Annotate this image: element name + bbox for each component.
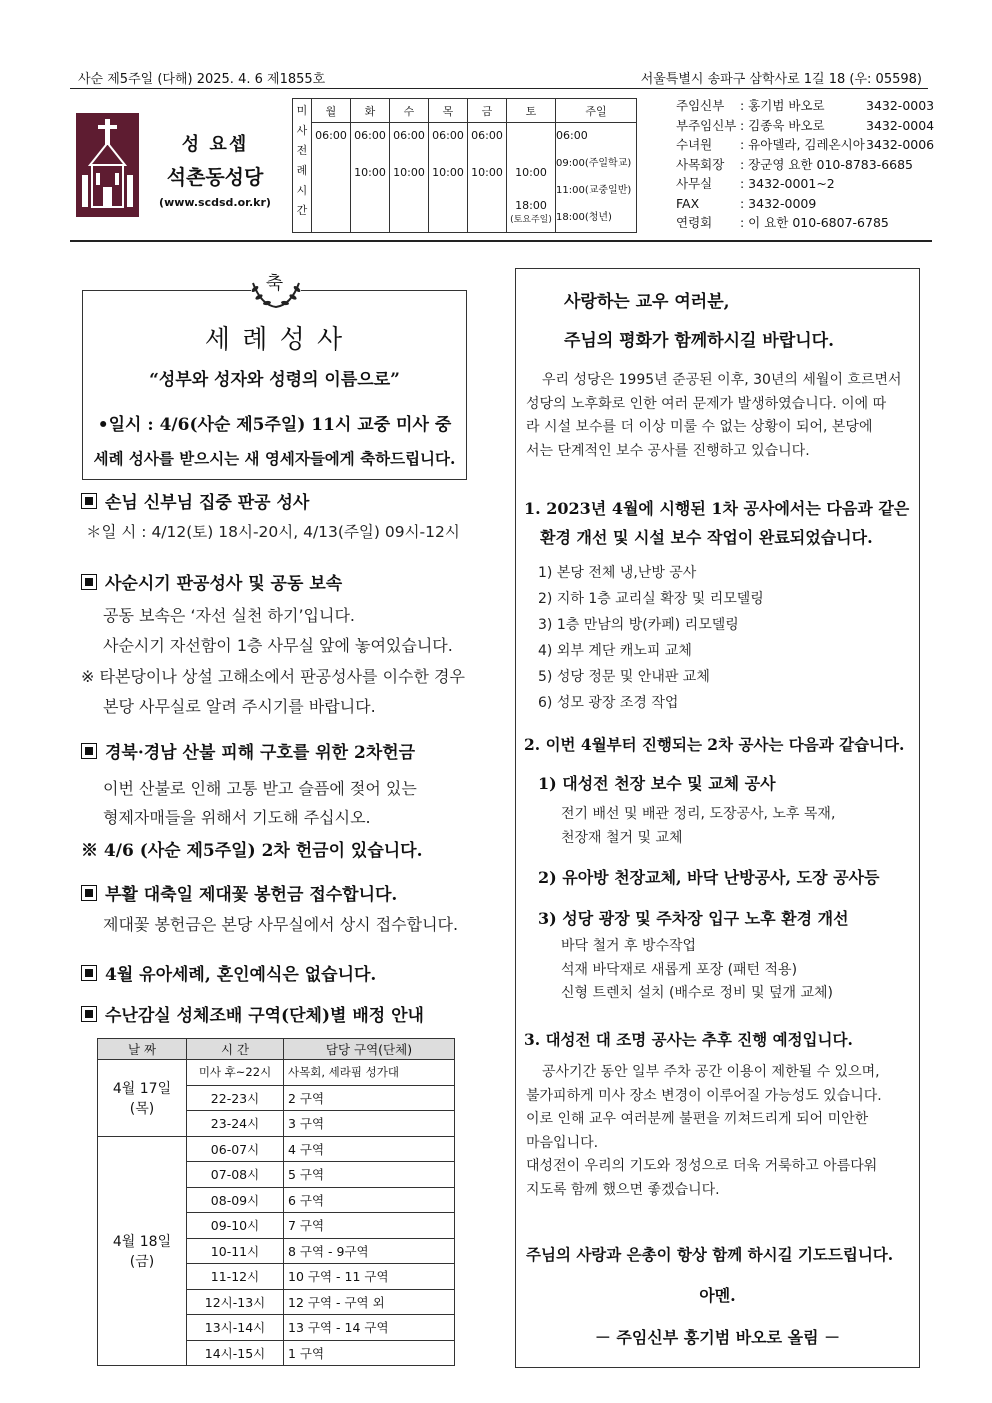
group-cell: 2 구역 bbox=[284, 1085, 455, 1111]
bullet-square-icon bbox=[81, 965, 97, 981]
contact-row: 부주임신부 : 김종욱 바오로 3432-0004 bbox=[676, 117, 935, 133]
letter-closing: 공사기간 동안 일부 주차 공간 이용이 제한될 수 있으며, 불가피하게 미사 장소 변경이 이루어질 가능성도 있습니다. 이로 인해 교우 여러분께 불편을 끼쳐드리게 되어 미안한 마음입니다. 대성전이 우리의 기도와 정성으로 더욱 거룩하고 아름다워 지도록 함께 했으면 좋겠습니다. bbox=[526, 1064, 882, 1198]
col-header-date: 날 짜 bbox=[98, 1039, 187, 1060]
group-cell: 1 구역 bbox=[284, 1340, 455, 1366]
notice-2-line2: 사순시기 자선함이 1층 사무실 앞에 놓여있습니다. bbox=[103, 636, 453, 655]
issue-info: 사순 제5주일 (다해) 2025. 4. 6 제1855호 bbox=[78, 72, 326, 87]
notice-2-line4: 본당 사무실로 알려 주시기를 바랍니다. bbox=[103, 697, 376, 716]
notice-2-title: 사순시기 판공성사 및 공동 보속 bbox=[81, 569, 342, 594]
baptism-celebration-box bbox=[82, 273, 467, 480]
bullet-square-icon bbox=[81, 743, 97, 759]
mass-wed: 06:00 10:00 bbox=[390, 123, 429, 233]
section-2-item-1: 1) 대성전 천장 보수 및 교체 공사 bbox=[538, 774, 776, 793]
list-item: 1) 본당 전체 냉,난방 공사 bbox=[538, 565, 697, 581]
contact-row: 수녀원 : 유아델라, 김레온시아 3432-0006 bbox=[676, 137, 935, 152]
group-cell: 5 구역 bbox=[284, 1162, 455, 1188]
mass-sun: 06:00 09:00(주일학교) 11:00(교중일반) 18:00(청년) bbox=[556, 123, 637, 233]
celebration-quote: “성부와 성자와 성령의 이름으로” bbox=[149, 370, 400, 390]
time-cell: 06-07시 bbox=[187, 1136, 284, 1162]
mass-side-char: 사 bbox=[296, 124, 308, 137]
group-cell: 12 구역 - 구역 외 bbox=[284, 1289, 455, 1315]
date-cell: 4월 18일 (금) bbox=[98, 1136, 187, 1366]
time-cell: 13시-14시 bbox=[187, 1315, 284, 1341]
day-sun: 주일 bbox=[556, 99, 637, 123]
mass-side-char: 례 bbox=[296, 164, 308, 177]
notice-2-line3: ※ 타본당이나 상설 고해소에서 판공성사를 이수한 경우 bbox=[81, 667, 465, 686]
mass-thu: 06:00 10:00 bbox=[429, 123, 468, 233]
day-wed: 수 bbox=[390, 99, 429, 123]
notice-5-title: 4월 유아세례, 혼인예식은 없습니다. bbox=[81, 960, 376, 985]
time-cell: 미사 후~22시 bbox=[187, 1060, 284, 1086]
section-2-item-3: 3) 성당 광장 및 주차장 입구 노후 환경 개선 bbox=[538, 909, 849, 928]
day-tue: 화 bbox=[351, 99, 390, 123]
notice-3-line1: 이번 산불로 인해 고통 받고 슬픔에 젖어 있는 bbox=[103, 779, 417, 798]
letter-prayer: 주님의 사랑과 은총이 항상 함께 하시길 기도드립니다. bbox=[526, 1245, 894, 1264]
group-cell: 사목회, 세라핌 성가대 bbox=[284, 1060, 455, 1086]
col-header-group: 담당 구역(단체) bbox=[284, 1039, 455, 1060]
list-item: 2) 지하 1층 교리실 확장 및 리모델링 bbox=[538, 591, 764, 607]
notice-4-title: 부활 대축일 제대꽃 봉헌금 접수합니다. bbox=[81, 880, 397, 905]
notice-3-title: 경북·경남 산불 피해 구호를 위한 2차헌금 bbox=[81, 738, 415, 763]
day-thu: 목 bbox=[429, 99, 468, 123]
time-cell: 11-12시 bbox=[187, 1264, 284, 1290]
letter-greeting-2: 주님의 평화가 함께하시길 바랍니다. bbox=[564, 331, 835, 351]
contact-list bbox=[676, 96, 935, 233]
church-website: (www.scdsd.or.kr) bbox=[159, 196, 271, 209]
letter-signature: － 주임신부 홍기범 바오로 올림 － bbox=[594, 1328, 841, 1347]
time-cell: 08-09시 bbox=[187, 1187, 284, 1213]
bullet-square-icon bbox=[81, 885, 97, 901]
notice-4-line1: 제대꽃 봉헌금은 본당 사무실에서 상시 접수합니다. bbox=[103, 915, 459, 934]
church-address: 서울특별시 송파구 삼학사로 1길 18 (우: 05598) bbox=[640, 72, 922, 87]
letter-greeting-1: 사랑하는 교우 여러분, bbox=[564, 292, 730, 312]
mass-fri: 06:00 10:00 bbox=[468, 123, 507, 233]
section-1-title: 1. 2023년 4월에 시행된 1차 공사에서는 다음과 같은 환경 개선 및 시설 보수 작업이 완료되었습니다. bbox=[524, 499, 910, 547]
section-2-item-2: 2) 유아방 천장교체, 바닥 난방공사, 도장 공사등 bbox=[538, 868, 880, 887]
contact-row: 주임신부 : 홍기범 바오로 3432-0003 bbox=[676, 98, 935, 113]
adoration-schedule-table bbox=[97, 1038, 455, 1366]
contact-row: 사무실 : 3432-0001~2 bbox=[676, 176, 835, 191]
notice-3-line3: ※ 4/6 (사순 제5주일) 2차 헌금이 있습니다. bbox=[81, 841, 423, 861]
day-fri: 금 bbox=[468, 99, 507, 123]
notice-1-title: 손님 신부님 집중 판공 성사 bbox=[81, 488, 309, 513]
section-2-title: 2. 이번 4월부터 진행되는 2차 공사는 다음과 같습니다. bbox=[524, 735, 905, 754]
col-header-time: 시 간 bbox=[187, 1039, 284, 1060]
list-item: 6) 성모 광장 조경 작업 bbox=[538, 695, 679, 711]
time-cell: 23-24시 bbox=[187, 1111, 284, 1137]
day-sat: 토 bbox=[507, 99, 556, 123]
notice-2-line1: 공동 보속은 ‘자선 실천 하기’입니다. bbox=[103, 606, 355, 625]
date-cell: 4월 17일 (목) bbox=[98, 1060, 187, 1137]
group-cell: 8 구역 - 9구역 bbox=[284, 1238, 455, 1264]
top-divider bbox=[70, 88, 928, 89]
bullet-square-icon bbox=[81, 493, 97, 509]
time-cell: 10-11시 bbox=[187, 1238, 284, 1264]
mass-side-char: 미 bbox=[296, 104, 308, 117]
group-cell: 13 구역 - 14 구역 bbox=[284, 1315, 455, 1341]
mass-sat: 10:00 18:00 (토요주일) bbox=[507, 123, 556, 233]
mass-side-char: 전 bbox=[296, 144, 308, 157]
section-2-item-3-body: 바닥 철거 후 방수작업 석재 바닥재로 새롭게 포장 (패턴 적용) 신형 트렌치 설치 (배수로 정비 및 덮개 교체) bbox=[561, 938, 833, 1001]
list-item: 4) 외부 계단 캐노피 교체 bbox=[538, 643, 692, 659]
group-cell: 4 구역 bbox=[284, 1136, 455, 1162]
group-cell: 7 구역 bbox=[284, 1213, 455, 1239]
header-divider bbox=[70, 240, 932, 242]
time-cell: 09-10시 bbox=[187, 1213, 284, 1239]
bullet-square-icon bbox=[81, 1006, 97, 1022]
time-cell: 22-23시 bbox=[187, 1085, 284, 1111]
list-item: 3) 1층 만남의 방(카페) 리모델링 bbox=[538, 617, 739, 633]
group-cell: 3 구역 bbox=[284, 1111, 455, 1137]
contact-row: FAX : 3432-0009 bbox=[676, 195, 817, 211]
list-item: 5) 성당 정문 및 안내판 교체 bbox=[538, 669, 710, 685]
table-row bbox=[98, 1136, 455, 1162]
mass-side-char: 시 bbox=[296, 184, 308, 197]
celebration-congrats: 세례 성사를 받으시는 새 영세자들에게 축하드립니다. bbox=[93, 449, 456, 468]
time-cell: 14시-15시 bbox=[187, 1340, 284, 1366]
pastor-letter-box bbox=[515, 268, 920, 1368]
day-mon: 월 bbox=[312, 99, 351, 123]
contact-row: 사목회장 : 장군영 요한 010-8783-6685 bbox=[676, 156, 914, 172]
celebration-badge: 축 bbox=[265, 273, 284, 294]
mass-side-char: 간 bbox=[296, 204, 308, 217]
mass-side-label bbox=[293, 99, 312, 233]
letter-intro: 우리 성당은 1995년 준공된 이후, 30년의 세월이 흐르면서 성당의 노후화로 인한 여러 문제가 발생하였습니다. 이에 따 라 시설 보수를 더 이상 미룰 수 없는 상황이 되어, 본당에 서는 단계적인 보수 공사를 진행하고 있습니다. bbox=[526, 372, 902, 459]
time-cell: 07-08시 bbox=[187, 1162, 284, 1188]
notice-1-body: ＊일 시 : 4/12(토) 18시-20시, 4/13(주일) 09시-12시 bbox=[86, 523, 460, 541]
church-name-line1: 성 요셉 bbox=[181, 134, 249, 155]
mass-mon: 06:00 bbox=[312, 123, 351, 233]
time-cell: 12시-13시 bbox=[187, 1289, 284, 1315]
mass-schedule-table bbox=[292, 98, 637, 233]
church-name-line2: 석촌동성당 bbox=[166, 165, 264, 189]
church-logo bbox=[76, 113, 139, 217]
letter-amen: 아멘. bbox=[699, 1286, 736, 1305]
church-logo-icon bbox=[76, 113, 139, 217]
section-3-title: 3. 대성전 대 조명 공사는 추후 진행 예정입니다. bbox=[524, 1030, 853, 1049]
section-1-list bbox=[538, 560, 764, 716]
group-cell: 6 구역 bbox=[284, 1187, 455, 1213]
notice-6-title: 수난감실 성체조배 구역(단체)별 배정 안내 bbox=[81, 1001, 424, 1026]
celebration-date: •일시 : 4/6(사순 제5주일) 11시 교중 미사 중 bbox=[97, 415, 452, 435]
mass-tue: 06:00 10:00 bbox=[351, 123, 390, 233]
group-cell: 10 구역 - 11 구역 bbox=[284, 1264, 455, 1290]
contact-row: 연령회 : 이 요한 010-6807-6785 bbox=[676, 215, 889, 230]
section-2-item-1-body: 전기 배선 및 배관 정리, 도장공사, 노후 목재, 천장재 철거 및 교체 bbox=[561, 806, 836, 846]
celebration-title: 세 례 성 사 bbox=[204, 325, 345, 355]
table-row bbox=[98, 1060, 455, 1086]
bullet-square-icon bbox=[81, 574, 97, 590]
notice-3-line2: 형제자매들을 위해서 기도해 주십시오. bbox=[103, 808, 371, 827]
